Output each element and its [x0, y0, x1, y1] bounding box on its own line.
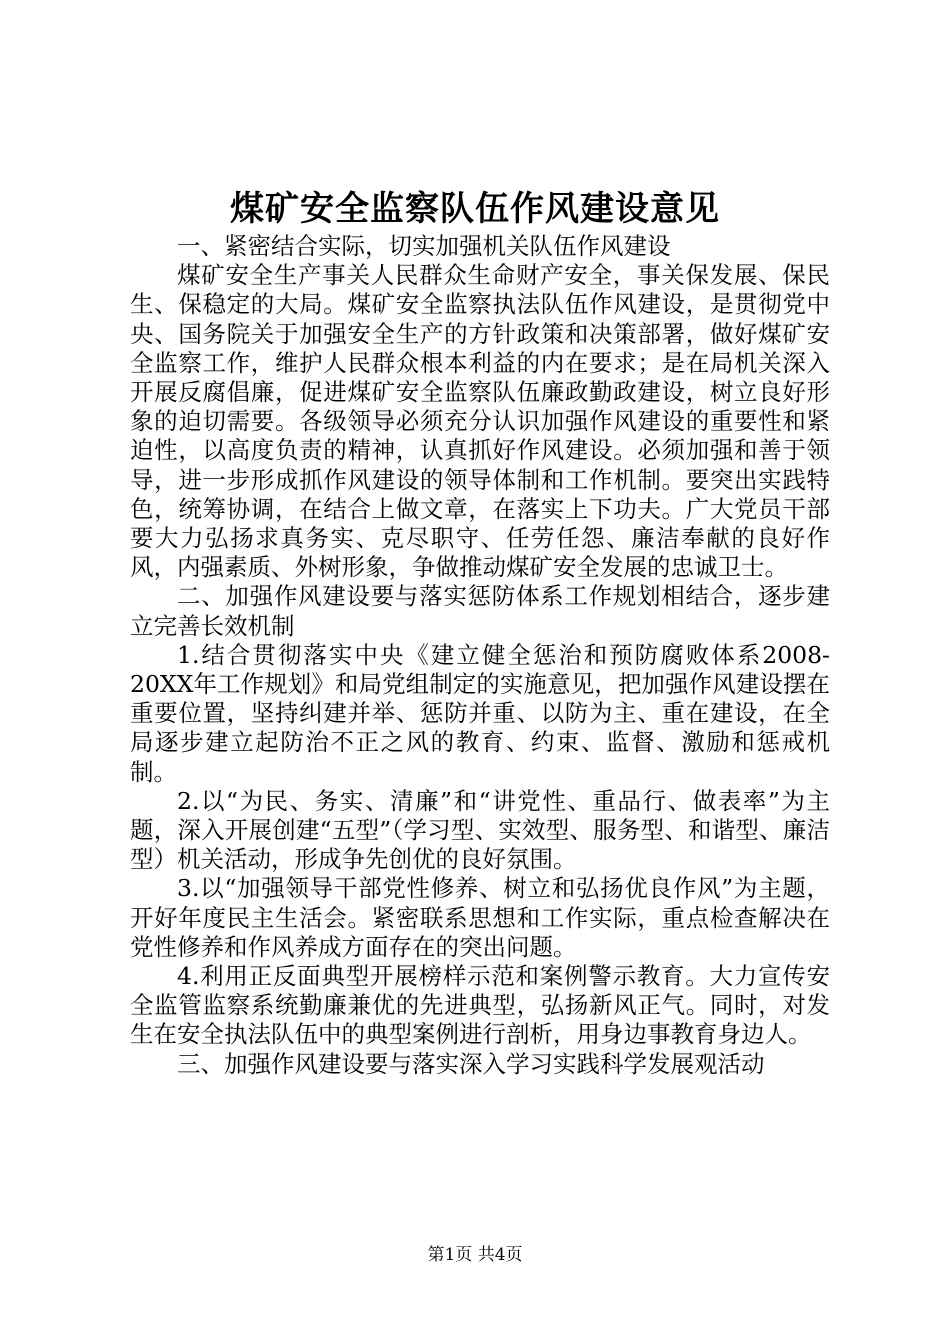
section-heading-3: 三、加强作风建设要与落实深入学习实践科学发展观活动: [177, 1049, 765, 1078]
page-number-footer: 第1页 共4页: [427, 1245, 523, 1265]
document-title: 煤矿安全监察队伍作风建设意见: [230, 189, 720, 229]
paragraph-item-3: 3.以“加强领导干部党性修养、树立和弘扬优良作风”为主题，开好年度民主生活会。紧密联系思想和工作实际，重点检查解决在党性修养和作风养成方面存在的突出问题。: [130, 874, 830, 961]
paragraph-item-4: 4.利用正反面典型开展榜样示范和案例警示教育。大力宣传安全监管监察系统勤廉兼优的先进典型，弘扬新风正气。同时，对发生在安全执法队伍中的典型案例进行剖析，用身边事教育身边人。: [130, 962, 830, 1049]
section-heading-2: 二、加强作风建设要与落实惩防体系工作规划相结合，逐步建立完善长效机制: [130, 582, 830, 640]
paragraph-item-2: 2.以“为民、务实、清廉”和“讲党性、重品行、做表率”为主题，深入开展创建“五型”（学习型、实效型、服务型、和谐型、廉洁型）机关活动，形成争先创优的良好氛围。: [130, 786, 830, 874]
paragraph-item-1: 1.结合贯彻落实中央《建立健全惩治和预防腐败体系2008-20XX年工作规划》和局党组制定的实施意见，把加强作风建设摆在重要位置，坚持纠建并举、惩防并重、以防为主、重在建设，在全局逐步建立起防治不正之风的教育、约束、监督、激励和惩戒机制。: [130, 640, 830, 786]
document-body: [130, 232, 830, 1079]
paragraph-1: 煤矿安全生产事关人民群众生命财产安全，事关保发展、保民生、保稳定的大局。煤矿安全监察执法队伍作风建设，是贯彻党中央、国务院关于加强安全生产的方针政策和决策部署，做好煤矿安全监察工作，维护人民群众根本利益的内在要求；是在局机关深入开展反腐倡廉，促进煤矿安全监察队伍廉政勤政建设，树立良好形象的迫切需要。各级领导必须充分认识加强作风建设的重要性和紧迫性，以高度负责的精神，认真抓好作风建设。必须加强和善于领导，进一步形成抓作风建设的领导体制和工作机制。要突出实践特色，统筹协调，在结合上做文章，在落实上下功夫。广大党员干部要大力弘扬求真务实、克尽职守、任劳任怨、廉洁奉献的良好作风，内强素质、外树形象，争做推动煤矿安全发展的忠诚卫士。: [130, 261, 830, 582]
section-heading-1: 一、紧密结合实际，切实加强机关队伍作风建设: [177, 232, 671, 260]
